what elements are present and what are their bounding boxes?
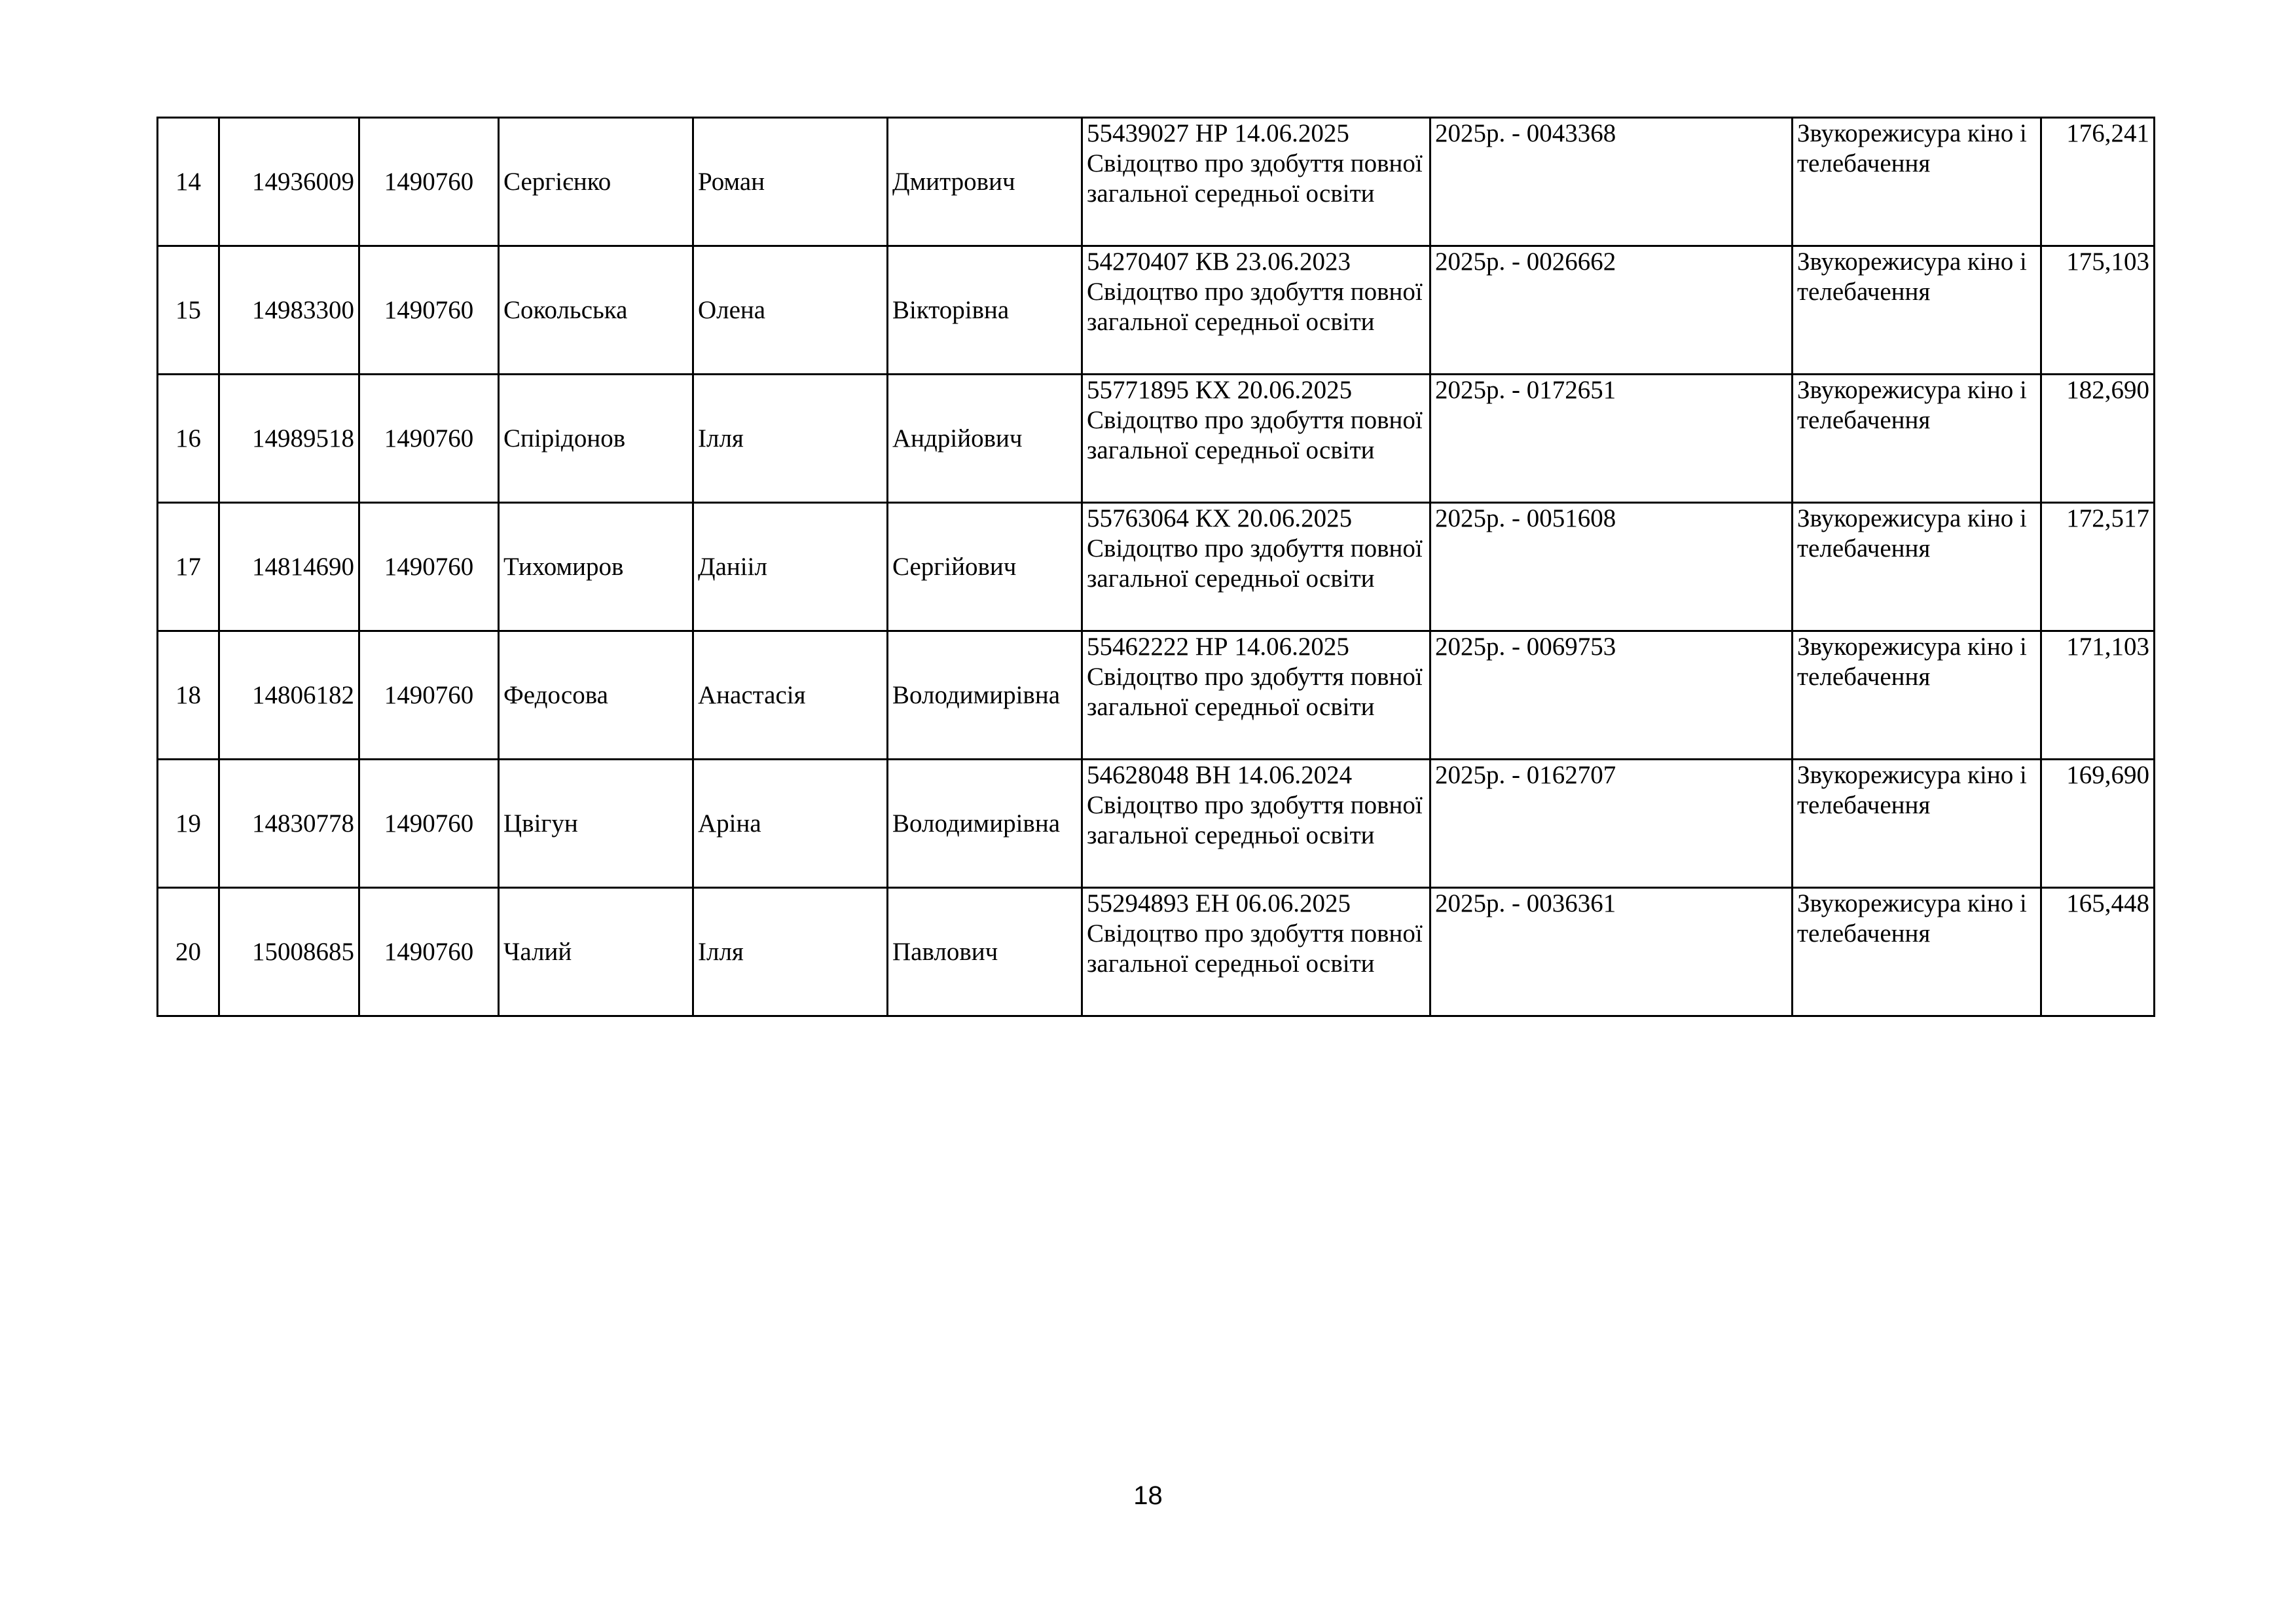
row-number-cell: 16 (158, 375, 219, 503)
row-number-cell: 18 (158, 631, 219, 760)
patronymic-cell: Павлович (888, 888, 1082, 1016)
patronymic-cell: Вікторівна (888, 246, 1082, 375)
page-number: 18 (1133, 1481, 1163, 1510)
surname-cell: Федосова (499, 631, 693, 760)
first-name-cell: Ілля (693, 375, 888, 503)
applicant-id-cell: 14814690 (219, 503, 359, 631)
document-number: 55294893 ЕН 06.06.2025 (1087, 889, 1351, 917)
registration-number-cell: 2025р. - 0069753 (1430, 631, 1793, 760)
patronymic-cell: Володимирівна (888, 760, 1082, 888)
table-row (158, 888, 2155, 1016)
document-cell (1082, 246, 1430, 375)
specialty-cell: Звукорежисура кіно і телебачення (1793, 118, 2041, 246)
specialty-cell: Звукорежисура кіно і телебачення (1793, 888, 2041, 1016)
document-number: 55462222 НР 14.06.2025 (1087, 633, 1349, 661)
surname-cell: Спірідонов (499, 375, 693, 503)
document-cell (1082, 503, 1430, 631)
document-type: Свідоцтво про здобуття повної загальної середньої освіти (1087, 406, 1423, 464)
patronymic-cell: Сергійович (888, 503, 1082, 631)
document-type: Свідоцтво про здобуття повної загальної середньої освіти (1087, 278, 1423, 336)
surname-cell: Тихомиров (499, 503, 693, 631)
document-type: Свідоцтво про здобуття повної загальної середньої освіти (1087, 663, 1423, 721)
specialty-cell: Звукорежисура кіно і телебачення (1793, 246, 2041, 375)
row-number-cell: 17 (158, 503, 219, 631)
document-number: 55763064 КХ 20.06.2025 (1087, 504, 1353, 532)
table-body (158, 118, 2155, 1016)
table-row (158, 375, 2155, 503)
surname-cell: Цвігун (499, 760, 693, 888)
document-number: 54628048 ВН 14.06.2024 (1087, 761, 1353, 789)
code-cell: 1490760 (359, 246, 499, 375)
score-cell: 165,448 (2041, 888, 2155, 1016)
table-row (158, 246, 2155, 375)
applicant-id-cell: 14830778 (219, 760, 359, 888)
first-name-cell: Аріна (693, 760, 888, 888)
registration-number-cell: 2025р. - 0043368 (1430, 118, 1793, 246)
row-number-cell: 20 (158, 888, 219, 1016)
document-cell (1082, 760, 1430, 888)
patronymic-cell: Володимирівна (888, 631, 1082, 760)
first-name-cell: Анастасія (693, 631, 888, 760)
document-number: 54270407 КВ 23.06.2023 (1087, 248, 1351, 276)
patronymic-cell: Андрійович (888, 375, 1082, 503)
row-number-cell: 15 (158, 246, 219, 375)
score-cell: 176,241 (2041, 118, 2155, 246)
code-cell: 1490760 (359, 888, 499, 1016)
registration-number-cell: 2025р. - 0162707 (1430, 760, 1793, 888)
document-type: Свідоцтво про здобуття повної загальної середньої освіти (1087, 791, 1423, 849)
first-name-cell: Ілля (693, 888, 888, 1016)
row-number-cell: 14 (158, 118, 219, 246)
document-type: Свідоцтво про здобуття повної загальної середньої освіти (1087, 149, 1423, 208)
score-cell: 169,690 (2041, 760, 2155, 888)
code-cell: 1490760 (359, 760, 499, 888)
patronymic-cell: Дмитрович (888, 118, 1082, 246)
specialty-cell: Звукорежисура кіно і телебачення (1793, 375, 2041, 503)
applicant-id-cell: 14806182 (219, 631, 359, 760)
document-cell (1082, 375, 1430, 503)
table-row (158, 760, 2155, 888)
code-cell: 1490760 (359, 375, 499, 503)
first-name-cell: Роман (693, 118, 888, 246)
specialty-cell: Звукорежисура кіно і телебачення (1793, 631, 2041, 760)
document-cell (1082, 888, 1430, 1016)
surname-cell: Сергієнко (499, 118, 693, 246)
first-name-cell: Олена (693, 246, 888, 375)
applicant-id-cell: 14989518 (219, 375, 359, 503)
applicant-id-cell: 15008685 (219, 888, 359, 1016)
document-number: 55439027 НР 14.06.2025 (1087, 119, 1349, 147)
code-cell: 1490760 (359, 631, 499, 760)
document-number: 55771895 КХ 20.06.2025 (1087, 376, 1353, 404)
applicant-id-cell: 14983300 (219, 246, 359, 375)
table-row (158, 503, 2155, 631)
document-type: Свідоцтво про здобуття повної загальної середньої освіти (1087, 919, 1423, 978)
first-name-cell: Данііл (693, 503, 888, 631)
specialty-cell: Звукорежисура кіно і телебачення (1793, 503, 2041, 631)
table-row (158, 118, 2155, 246)
surname-cell: Чалий (499, 888, 693, 1016)
score-cell: 172,517 (2041, 503, 2155, 631)
registration-number-cell: 2025р. - 0172651 (1430, 375, 1793, 503)
score-cell: 182,690 (2041, 375, 2155, 503)
table-row (158, 631, 2155, 760)
applicant-id-cell: 14936009 (219, 118, 359, 246)
row-number-cell: 19 (158, 760, 219, 888)
document-cell (1082, 631, 1430, 760)
applicants-table (156, 117, 2155, 1017)
score-cell: 175,103 (2041, 246, 2155, 375)
registration-number-cell: 2025р. - 0051608 (1430, 503, 1793, 631)
surname-cell: Сокольська (499, 246, 693, 375)
specialty-cell: Звукорежисура кіно і телебачення (1793, 760, 2041, 888)
registration-number-cell: 2025р. - 0026662 (1430, 246, 1793, 375)
registration-number-cell: 2025р. - 0036361 (1430, 888, 1793, 1016)
document-cell (1082, 118, 1430, 246)
document-type: Свідоцтво про здобуття повної загальної середньої освіти (1087, 534, 1423, 593)
score-cell: 171,103 (2041, 631, 2155, 760)
code-cell: 1490760 (359, 503, 499, 631)
code-cell: 1490760 (359, 118, 499, 246)
